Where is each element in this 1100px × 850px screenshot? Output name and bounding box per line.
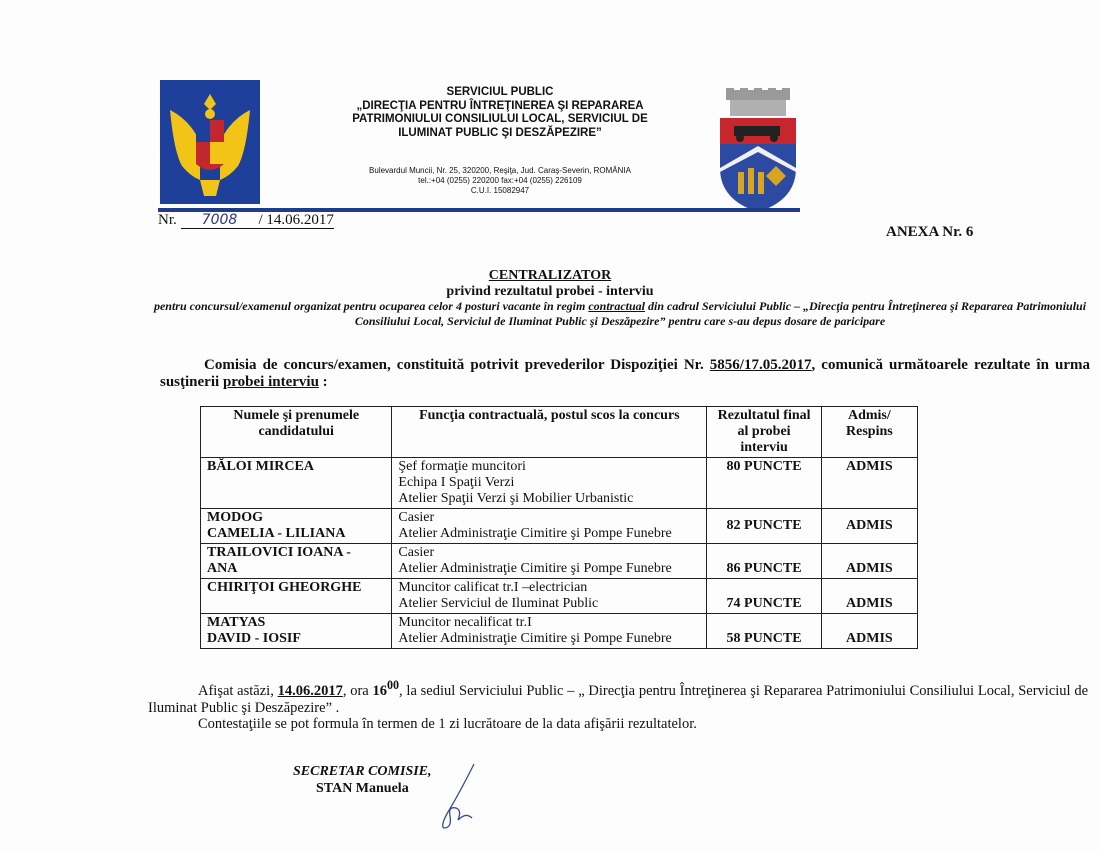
score-cell: 80 PUNCTE xyxy=(707,458,821,509)
position-line: Atelier Administraţie Cimitire şi Pompe Funebre xyxy=(398,561,672,576)
posting-text-continued: , la sediul Serviciului Public – „ Direcţia pentru Întreţinerea şi Repararea Patrimoniului Consiliului Local, Serviciul de Iluminat Public şi Deszăpezire” . xyxy=(148,682,1088,716)
document-subtitle: privind rezultatul probei - interviu xyxy=(446,284,654,299)
candidate-name xyxy=(201,544,392,579)
score-cell: 74 PUNCTE xyxy=(707,579,821,614)
name-line: ANA xyxy=(207,561,238,576)
document-description xyxy=(150,299,1090,329)
result-cell: ADMIS xyxy=(821,458,917,509)
name-line: MATYAS xyxy=(207,615,266,630)
posting-text: Afişat astăzi, xyxy=(198,682,278,699)
signatory-name: STAN Manuela xyxy=(316,781,409,796)
table-row xyxy=(201,458,918,509)
position-cell xyxy=(392,458,707,509)
table-row xyxy=(201,579,918,614)
romania-coat-of-arms-icon xyxy=(160,80,260,204)
name-line: BĂLOI MIRCEA xyxy=(207,459,314,474)
position-line: Atelier Serviciul de Iluminat Public xyxy=(398,596,599,611)
score-cell: 58 PUNCTE xyxy=(707,614,821,649)
name-line: MODOG xyxy=(207,510,263,525)
description-text-continued: din cadrul Serviciului Public – „Direcţia pentru Întreţinerea şi Repararea Patrimoniului Consiliului Local, Serviciul de Iluminat Public şi Deszăpezire” pentru care s-au depus dosare de paricipare xyxy=(354,299,1087,328)
institution-line: „DIRECŢIA PENTRU ÎNTREŢINEREA ŞI REPARAREA xyxy=(356,99,644,112)
name-line: CAMELIA - LILIANA xyxy=(207,526,346,541)
institution-line: SERVICIUL PUBLIC xyxy=(446,86,554,98)
score-cell: 86 PUNCTE xyxy=(707,544,821,579)
registration-number xyxy=(158,212,334,229)
table-row xyxy=(201,509,918,544)
handwritten-signature-icon xyxy=(430,762,480,832)
position-line: Muncitor necalificat tr.I xyxy=(398,615,532,630)
name-line: CHIRIŢOI GHEORGHE xyxy=(207,580,362,595)
institution-address xyxy=(300,166,700,196)
description-text: pentru concursul/examenul organizat pentru ocuparea celor 4 posturi vacante în regim xyxy=(153,299,589,313)
document-title: CENTRALIZATOR xyxy=(488,268,612,283)
signatory-role: SECRETAR COMISIE, xyxy=(293,764,432,779)
column-header-result: Admis/ Respins xyxy=(821,407,917,458)
position-line: Şef formaţie muncitori xyxy=(398,459,526,474)
candidate-name xyxy=(201,458,392,509)
posting-hour: 16 xyxy=(372,682,387,699)
intro-text: Comisia de concurs/examen, constituită potrivit prevederilor Dispoziţiei Nr. xyxy=(204,357,710,373)
intro-paragraph xyxy=(160,357,1090,391)
column-header-position: Funcţia contractuală, postul scos la concurs xyxy=(392,407,707,458)
results-table xyxy=(200,406,918,649)
test-name: probei interviu xyxy=(222,374,319,390)
registration-date: / 14.06.2017 xyxy=(258,212,334,228)
position-line: Atelier Spaţii Verzi şi Mobilier Urbanistic xyxy=(398,491,634,506)
score-cell: 82 PUNCTE xyxy=(707,509,821,544)
position-line: Casier xyxy=(398,510,435,525)
column-header-score: Rezultatul final al probei interviu xyxy=(707,407,821,458)
handwritten-registration-number: 7008 xyxy=(181,212,259,229)
intro-text-continued: , comunică următoarele rezultate în urma susţinerii xyxy=(160,357,1090,390)
posting-date: 14.06.2017 xyxy=(277,682,343,699)
address-line: Bulevardul Muncii, Nr. 25, 320200, Reşiţa, Jud. Caraş-Severin, ROMÂNIA xyxy=(369,166,631,175)
candidate-name xyxy=(201,579,392,614)
posting-text: , ora xyxy=(342,682,373,699)
appeal-notice: Contestaţiile se pot formula în termen de 1 zi lucrătoare de la data afişării rezultatelor. xyxy=(198,716,697,732)
institution-name xyxy=(300,86,700,140)
table-row xyxy=(201,614,918,649)
intro-text-end: : xyxy=(318,374,328,390)
position-cell xyxy=(392,544,707,579)
result-cell: ADMIS xyxy=(821,614,917,649)
institution-line: PATRIMONIULUI CONSILIULUI LOCAL, SERVICIUL DE xyxy=(352,113,648,125)
candidate-name xyxy=(201,614,392,649)
position-cell xyxy=(392,579,707,614)
resita-coat-of-arms-icon xyxy=(716,88,800,214)
candidate-name xyxy=(201,509,392,544)
name-line: TRAILOVICI IOANA - xyxy=(207,545,351,560)
position-line: Muncitor calificat tr.I –electrician xyxy=(398,580,588,595)
tax-id-line: C.U.I. 15082947 xyxy=(470,186,530,195)
position-cell xyxy=(392,509,707,544)
table-row xyxy=(201,544,918,579)
column-header-name: Numele şi prenumele candidatului xyxy=(201,407,392,458)
result-cell: ADMIS xyxy=(821,579,917,614)
name-line: DAVID - IOSIF xyxy=(207,631,301,646)
position-line: Atelier Administraţie Cimitire şi Pompe Funebre xyxy=(398,526,672,541)
registration-prefix: Nr. xyxy=(158,212,177,228)
posting-notice xyxy=(148,677,1088,717)
result-cell: ADMIS xyxy=(821,544,917,579)
position-cell xyxy=(392,614,707,649)
table-header-row xyxy=(201,407,918,458)
position-line: Casier xyxy=(398,545,435,560)
position-line: Atelier Administraţie Cimitire şi Pompe Funebre xyxy=(398,631,672,646)
institution-line: ILUMINAT PUBLIC ŞI DESZĂPEZIRE” xyxy=(398,126,602,139)
contact-line: tel.:+04 (0255) 220200 fax:+04 (0255) 226109 xyxy=(418,176,582,185)
disposition-number: 5856/17.05.2017 xyxy=(709,357,812,373)
position-line: Echipa I Spaţii Verzi xyxy=(398,475,515,490)
posting-minutes: 00 xyxy=(386,678,400,692)
result-cell: ADMIS xyxy=(821,509,917,544)
description-underlined: contractual xyxy=(588,299,645,313)
annex-label: ANEXA Nr. 6 xyxy=(886,224,974,240)
